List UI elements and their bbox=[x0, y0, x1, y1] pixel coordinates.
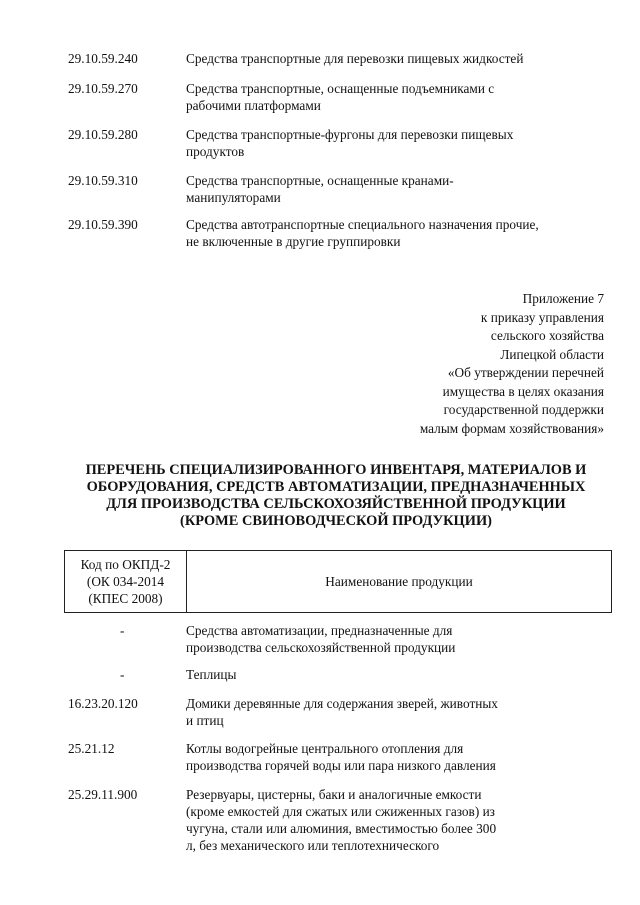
product-name: Средства транспортные для перевозки пищевых жидкостей bbox=[186, 51, 524, 66]
product-name: Средства транспортные, оснащенные кранами- манипуляторами bbox=[186, 173, 454, 205]
product-name: Средства автотранспортные специального назначения прочие, не включенные в другие группировки bbox=[186, 217, 539, 249]
column-header-code: Код по ОКПД-2 (ОК 034-2014 (КПЕС 2008) bbox=[65, 551, 187, 613]
products-table-header bbox=[64, 550, 612, 613]
product-name: Средства автоматизации, предназначенные для производства сельскохозяйственной продукции bbox=[186, 623, 456, 655]
appendix-header: Приложение 7 к приказу управления сельского хозяйства Липецкой области «Об утверждении перечней имущества в целях оказания государственной поддержки малым формам хозяйствования» bbox=[419, 291, 604, 436]
product-name: Теплицы bbox=[186, 667, 237, 682]
okpd-code: - bbox=[120, 667, 125, 682]
okpd-code: 25.29.11.900 bbox=[68, 787, 138, 802]
okpd-code: 29.10.59.280 bbox=[68, 127, 138, 142]
list-item bbox=[68, 216, 596, 250]
product-name: Средства транспортные, оснащенные подъемниками с рабочими платформами bbox=[186, 81, 495, 113]
list-item bbox=[68, 126, 596, 160]
okpd-code: - bbox=[120, 623, 125, 638]
okpd-code: 29.10.59.310 bbox=[68, 173, 138, 188]
list-item bbox=[68, 172, 596, 206]
okpd-code: 29.10.59.270 bbox=[68, 81, 138, 96]
column-header-name: Наименование продукции bbox=[187, 551, 612, 613]
table-row bbox=[68, 695, 596, 729]
table-row bbox=[68, 786, 596, 854]
table-row bbox=[68, 666, 596, 683]
product-name: Резервуары, цистерны, баки и аналогичные емкости (кроме емкостей для сжатых или сжиженных газов) из чугуна, стали или алюминия, вместимостью более 300 л, без механического или теплотехнического bbox=[186, 787, 497, 853]
product-name: Домики деревянные для содержания зверей, животных и птиц bbox=[186, 696, 498, 728]
product-name: Котлы водогрейные центрального отопления для производства горячей воды или пара низкого давления bbox=[186, 741, 496, 773]
list-item bbox=[68, 80, 596, 114]
okpd-code: 29.10.59.240 bbox=[68, 51, 138, 66]
table-row bbox=[68, 622, 596, 656]
table-row bbox=[68, 740, 596, 774]
product-name: Средства транспортные-фургоны для перевозки пищевых продуктов bbox=[186, 127, 514, 159]
okpd-code: 16.23.20.120 bbox=[68, 696, 138, 711]
okpd-code: 29.10.59.390 bbox=[68, 217, 138, 232]
list-item bbox=[68, 50, 596, 67]
document-title: ПЕРЕЧЕНЬ СПЕЦИАЛИЗИРОВАННОГО ИНВЕНТАРЯ, МАТЕРИАЛОВ И ОБОРУДОВАНИЯ, СРЕДСТВ АВТОМАТИЗАЦИИ, ПРЕДНАЗНАЧЕННЫХ ДЛЯ ПРОИЗВОДСТВА СЕЛЬСКОХОЗЯЙСТВЕННОЙ ПРОДУКЦИИ (КРОМЕ СВИНОВОДЧЕСКОЙ ПРОДУКЦИИ) bbox=[85, 462, 587, 529]
okpd-code: 25.21.12 bbox=[68, 741, 115, 756]
